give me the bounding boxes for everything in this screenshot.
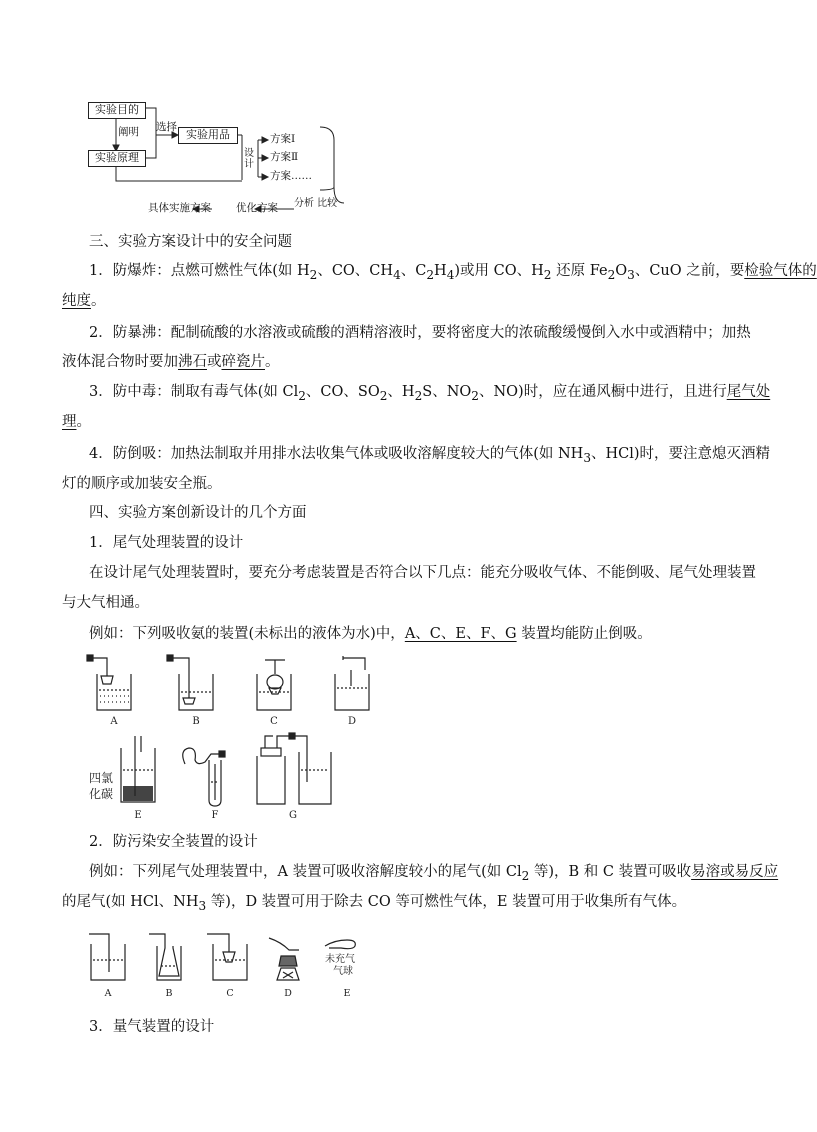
fig2-device-e (325, 940, 355, 949)
section3-item2-line2: 液体混合物时要加沸石或碎瓷片。 (62, 354, 280, 370)
figure-ammonia-absorption (85, 652, 385, 822)
flow-final-label: 具体实施方案 (148, 202, 211, 214)
device-f-illustration (183, 748, 225, 806)
fig1-label-e: E (134, 810, 142, 821)
section3-item1-line1: 1．防爆炸：点燃可燃性气体(如 $H_2$、CO、$CH_4$、$C_2H_4$)或用 CO、$H_2$ 还原 $Fe_2O_3$、CuO 之前，要检验气体的 (89, 263, 817, 282)
section4-example1: 例如：下列吸收氨的装置(未标出的液体为水)中，A、C、E、F、G 装置均能防止倒吸。 (89, 626, 652, 642)
flow-clarify-label: 阐明 (118, 126, 139, 138)
flow-select-label: 选择 (156, 121, 177, 133)
fig2-label-b: B (165, 988, 173, 999)
section3-item4-line2: 灯的顺序或加装安全瓶。 (62, 476, 222, 492)
fig1-label-a: A (110, 716, 118, 727)
section4-para1-line2: 与大气相通。 (62, 595, 149, 611)
section4-example2-line2: 的尾气(如 HCl、$NH_3$ 等)，D 装置可用于除去 CO 等可燃性气体，E 装置可用于收集所有气体。 (62, 894, 687, 913)
fig1-label-b: B (192, 716, 200, 727)
fig1-ccl4-label-1: 四氯 (89, 771, 114, 785)
section4-example2-line1: 例如：下列尾气处理装置中，A 装置可吸收溶解度较小的尾气(如 $Cl_2$ 等)，B 和 C 装置可吸收易溶或易反应 (89, 864, 779, 883)
section4-sub1: 1．尾气处理装置的设计 (89, 535, 244, 551)
fig1-ccl4-label-2: 化碳 (89, 787, 114, 801)
device-c-illustration (257, 660, 291, 710)
section3-item4-line1: 4．防倒吸：加热法制取并用排水法收集气体或吸收溶解度较大的气体(如 $NH_3$、HCl)时，要注意熄灭酒精 (89, 446, 771, 465)
fig2-device-c (207, 934, 247, 980)
flow-goal-box: 实验目的 (88, 102, 146, 119)
section3-item3-line1: 3．防中毒：制取有毒气体(如 $Cl_2$、CO、$SO_2$、$H_2S$、$NO_2$、NO)时，应在通风橱中进行，且进行尾气处 (89, 384, 771, 403)
fig2-device-b (149, 934, 181, 980)
fig2-balloon-label-1: 未充气 (325, 954, 355, 965)
device-d-illustration (335, 656, 369, 710)
flow-design-label: 设计 (244, 148, 254, 170)
section4-para1-line1: 在设计尾气处理装置时，要充分考虑装置是否符合以下几点：能充分吸收气体、不能倒吸、尾气处理装置 (89, 565, 756, 581)
flow-plan-1: 方案Ⅰ (270, 133, 296, 145)
fig2-label-c: C (226, 988, 234, 999)
fig2-label-e: E (343, 988, 351, 999)
section4-sub2: 2．防污染安全装置的设计 (89, 834, 258, 850)
section3-item3-line2: 理。 (62, 414, 91, 430)
fig1-label-c: C (270, 716, 278, 727)
fig2-device-d (269, 938, 299, 980)
fig2-label-a: A (104, 988, 112, 999)
fig1-label-g: G (289, 810, 297, 821)
fig2-device-a (89, 934, 125, 980)
section4-heading: 四、实验方案创新设计的几个方面 (89, 505, 307, 521)
flow-plan-3: 方案…… (270, 170, 312, 182)
device-e-illustration (121, 736, 155, 802)
fig1-label-d: D (347, 716, 357, 727)
section3-item2-line1: 2．防暴沸：配制硫酸的水溶液或硫酸的酒精溶液时，要将密度大的浓硫酸缓慢倒入水中或酒精中；加热 (89, 325, 751, 341)
section3-heading: 三、实验方案设计中的安全问题 (89, 234, 292, 250)
fig1-label-f: F (211, 810, 219, 821)
flow-materials-box: 实验用品 (178, 127, 238, 144)
flow-principle-box: 实验原理 (88, 150, 146, 167)
device-g-illustration (257, 733, 331, 804)
device-b-illustration (167, 655, 213, 710)
fig2-label-d: D (284, 988, 292, 999)
flow-optimize-label: 优化方案 (236, 202, 278, 214)
section4-sub3: 3．量气装置的设计 (89, 1019, 215, 1035)
section3-item1-line2: 纯度。 (62, 293, 106, 309)
flow-plan-2: 方案Ⅱ (270, 151, 299, 163)
device-a-illustration (87, 655, 131, 710)
fig2-balloon-label-2: 气球 (333, 966, 353, 977)
flow-analyze-label: 分析 比较 (294, 198, 338, 209)
figure-pollution-devices (85, 928, 385, 1003)
